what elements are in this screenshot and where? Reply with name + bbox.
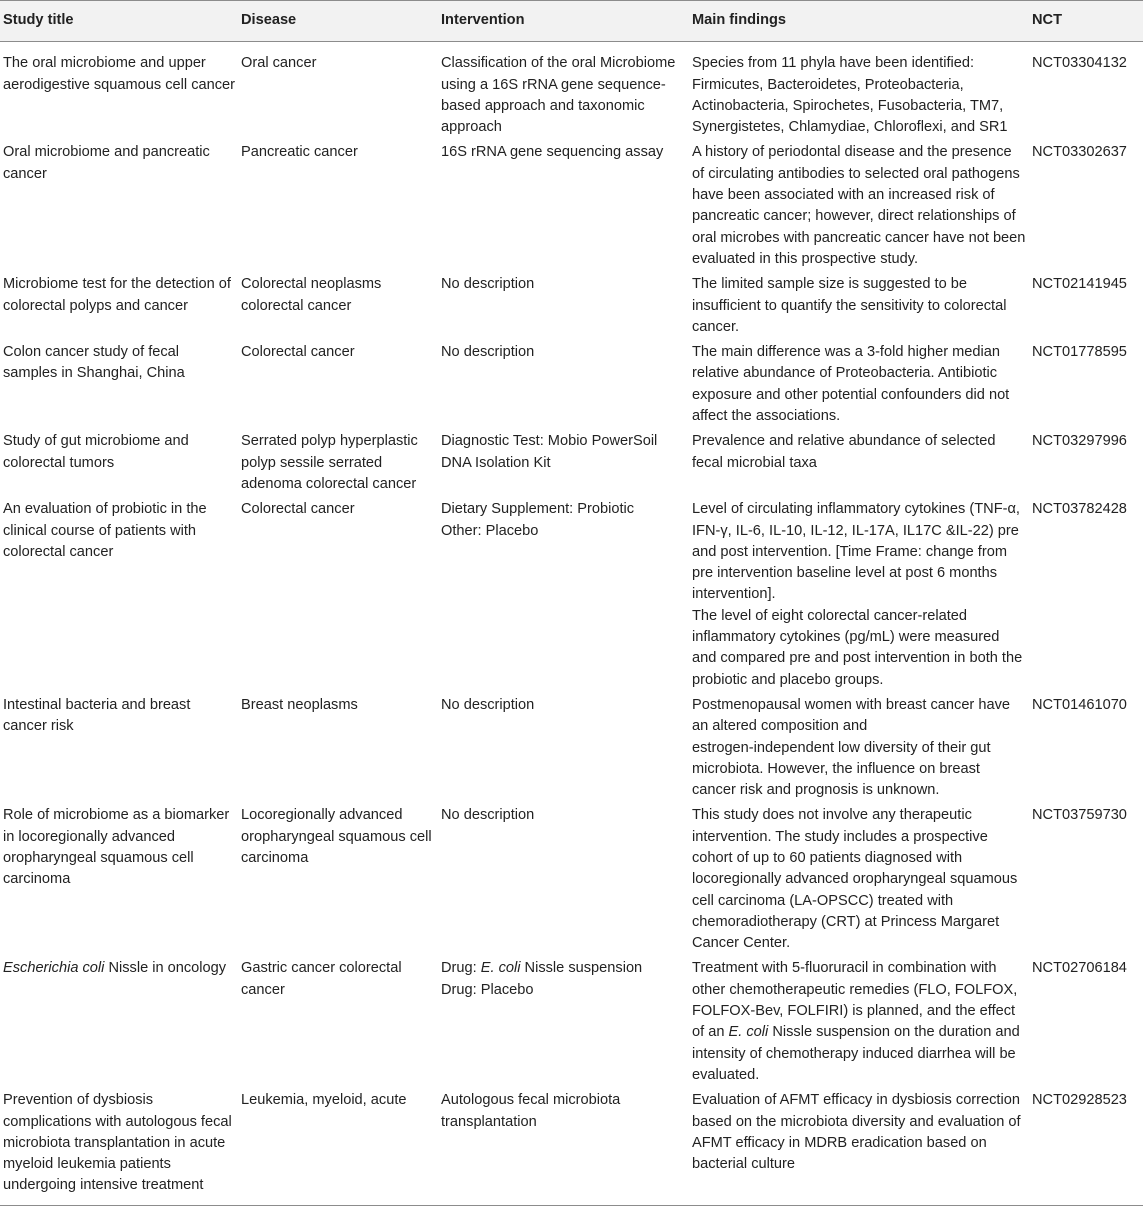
main-findings-cell: Prevalence and relative abundance of selected fecal microbial taxa — [692, 433, 996, 471]
study-title-cell: Study of gut microbiome and colorectal tumors — [3, 433, 189, 471]
header-disease: Disease — [238, 1, 438, 42]
disease-cell: Oral cancer — [241, 55, 317, 72]
disease-cell: Pancreatic cancer — [241, 144, 358, 161]
intervention-cell: 16S rRNA gene sequencing assay — [441, 144, 664, 161]
table-row — [0, 1087, 1143, 1205]
study-title-cell: Intestinal bacteria and breast cancer risk — [3, 696, 191, 735]
table-row — [0, 428, 1143, 496]
study-title-italic: Escherichia coli — [3, 960, 105, 977]
main-findings-cell: The limited sample size is suggested to be insufficient to quantify the sensitivity to colorectal cancer. — [692, 276, 1007, 335]
table-row — [0, 692, 1143, 802]
study-title-cell: Oral microbiome and pancreatic cancer — [3, 144, 210, 182]
main-findings-prefix: Treatment with 5-fluoruracil in combination with other chemotherapeutic remedies (FLO, FOLFOX, FOLFOX-Bev, FOLFIRI) is planned, and the effect of an — [692, 960, 1018, 1041]
nct-cell: NCT03782428 — [1032, 501, 1127, 518]
main-findings-cell: The main difference was a 3-fold higher median relative abundance of Proteobacteria. Antibiotic exposure and other potential confounders did not affect the associations. — [692, 344, 1010, 425]
intervention-second: Drug: Placebo — [441, 981, 534, 998]
study-title-cell — [0, 955, 238, 1087]
intervention-rest: Nissle suspension — [520, 960, 643, 977]
table-row — [0, 496, 1143, 692]
intervention-cell: Autologous fecal microbiota transplantation — [438, 1087, 689, 1205]
intervention-cell: No description — [441, 696, 535, 713]
table-row — [0, 139, 1143, 271]
intervention-cell: No description — [441, 807, 535, 824]
nct-cell: NCT02706184 — [1032, 960, 1127, 977]
header-main-findings: Main findings — [689, 1, 1029, 42]
main-findings-cell: Level of circulating inflammatory cytokines (TNF-α, IFN-γ, IL-6, IL-10, IL-12, IL-17A, IL17C &IL-22) pre and post intervention. [Time Frame: change from pre intervention baseline level at post 6 months intervention]. The level of eight colorectal cancer-related inflammatory cytokines (pg/mL) were measured and compared pre and post intervention in both the probiotic and placebo groups. — [692, 501, 1023, 688]
main-findings-rest: Nissle suspension on the duration and intensity of chemotherapy induced diarrhea will be evaluated. — [692, 1024, 1020, 1083]
disease-cell: Colorectal cancer — [241, 501, 355, 518]
table-header — [0, 1, 1143, 42]
main-findings-cell: Postmenopausal women with breast cancer have an altered composition and estrogen-independent low diversity of their gut microbiota. However, the influence on breast cancer risk and prognosis is unknown. — [692, 696, 1010, 799]
nct-cell: NCT02928523 — [1029, 1087, 1143, 1205]
header-nct: NCT — [1029, 1, 1143, 42]
intervention-cell: Dietary Supplement: Probiotic Other: Placebo — [441, 501, 635, 539]
table-row — [0, 802, 1143, 955]
disease-cell: Gastric cancer colorectal cancer — [241, 960, 402, 998]
table-row — [0, 271, 1143, 339]
nct-cell: NCT03304132 — [1032, 55, 1127, 72]
main-findings-cell: Species from 11 phyla have been identified: Firmicutes, Bacteroidetes, Proteobacteria, Actinobacteria, Spirochetes, Fusobacteria, TM7, Synergistetes, Chlamydiae, Chloroflexi, and SR1 — [692, 55, 1008, 136]
intervention-italic: E. coli — [480, 960, 521, 977]
study-title-rest: Nissle in oncology — [104, 960, 227, 977]
main-findings-italic: E. coli — [728, 1024, 769, 1041]
nct-cell: NCT01461070 — [1032, 696, 1127, 713]
main-findings-cell: This study does not involve any therapeutic intervention. The study includes a prospective cohort of up to 60 patients diagnosed with locoregionally advanced oropharyngeal squamous cell carcinoma (LA-OPSCC) treated with chemoradiotherapy (CRT) at Princess Margaret Cancer Center. — [692, 807, 1018, 952]
nct-cell: NCT03302637 — [1032, 144, 1127, 161]
intervention-cell: No description — [441, 276, 535, 293]
intervention-cell — [438, 955, 689, 1087]
table-row — [0, 339, 1143, 428]
disease-cell: Colorectal neoplasms colorectal cancer — [241, 276, 382, 314]
study-title-cell: Microbiome test for the detection of colorectal polyps and cancer — [3, 276, 231, 314]
intervention-cell: No description — [441, 344, 535, 361]
disease-cell: Locoregionally advanced oropharyngeal squamous cell carcinoma — [241, 807, 432, 866]
disease-cell: Serrated polyp hyperplastic polyp sessile serrated adenoma colorectal cancer — [241, 433, 418, 492]
header-intervention: Intervention — [438, 1, 689, 42]
nct-cell: NCT02141945 — [1032, 276, 1127, 293]
study-title-cell: Colon cancer study of fecal samples in Shanghai, China — [3, 344, 185, 382]
table-row — [0, 42, 1143, 140]
main-findings-cell — [689, 955, 1029, 1087]
main-findings-cell: Evaluation of AFMT efficacy in dysbiosis correction based on the microbiota diversity and evaluation of AFMT efficacy in MDRB eradication based on bacterial culture — [689, 1087, 1029, 1205]
nct-cell: NCT01778595 — [1032, 344, 1127, 361]
intervention-cell: Diagnostic Test: Mobio PowerSoil DNA Isolation Kit — [441, 433, 658, 471]
table-row — [0, 955, 1143, 1087]
disease-cell: Leukemia, myeloid, acute — [238, 1087, 438, 1205]
main-findings-cell: A history of periodontal disease and the presence of circulating antibodies to selected oral pathogens have been associated with an increased risk of pancreatic cancer; however, direct relationships of oral microbes with pancreatic cancer have not been evaluated in this prospective study. — [692, 144, 1026, 267]
header-row — [0, 1, 1143, 42]
header-study-title: Study title — [0, 1, 238, 42]
study-title-cell: Role of microbiome as a biomarker in locoregionally advanced oropharyngeal squamous cell carcinoma — [3, 807, 230, 888]
intervention-cell: Classification of the oral Microbiome using a 16S rRNA gene sequence-based approach and taxonomic approach — [441, 55, 676, 136]
study-title-cell: The oral microbiome and upper aerodigestive squamous cell cancer — [3, 55, 236, 93]
study-title-cell: Prevention of dysbiosis complications with autologous fecal microbiota transplantation in acute myeloid leukemia patients undergoing intensive treatment — [0, 1087, 238, 1205]
intervention-prefix: Drug: — [441, 960, 481, 977]
disease-cell: Breast neoplasms — [241, 696, 358, 713]
disease-cell: Colorectal cancer — [241, 344, 355, 361]
table-body — [0, 42, 1143, 1205]
nct-cell: NCT03297996 — [1032, 433, 1127, 450]
nct-cell: NCT03759730 — [1032, 807, 1127, 824]
study-title-cell: An evaluation of probiotic in the clinical course of patients with colorectal cancer — [3, 501, 207, 560]
